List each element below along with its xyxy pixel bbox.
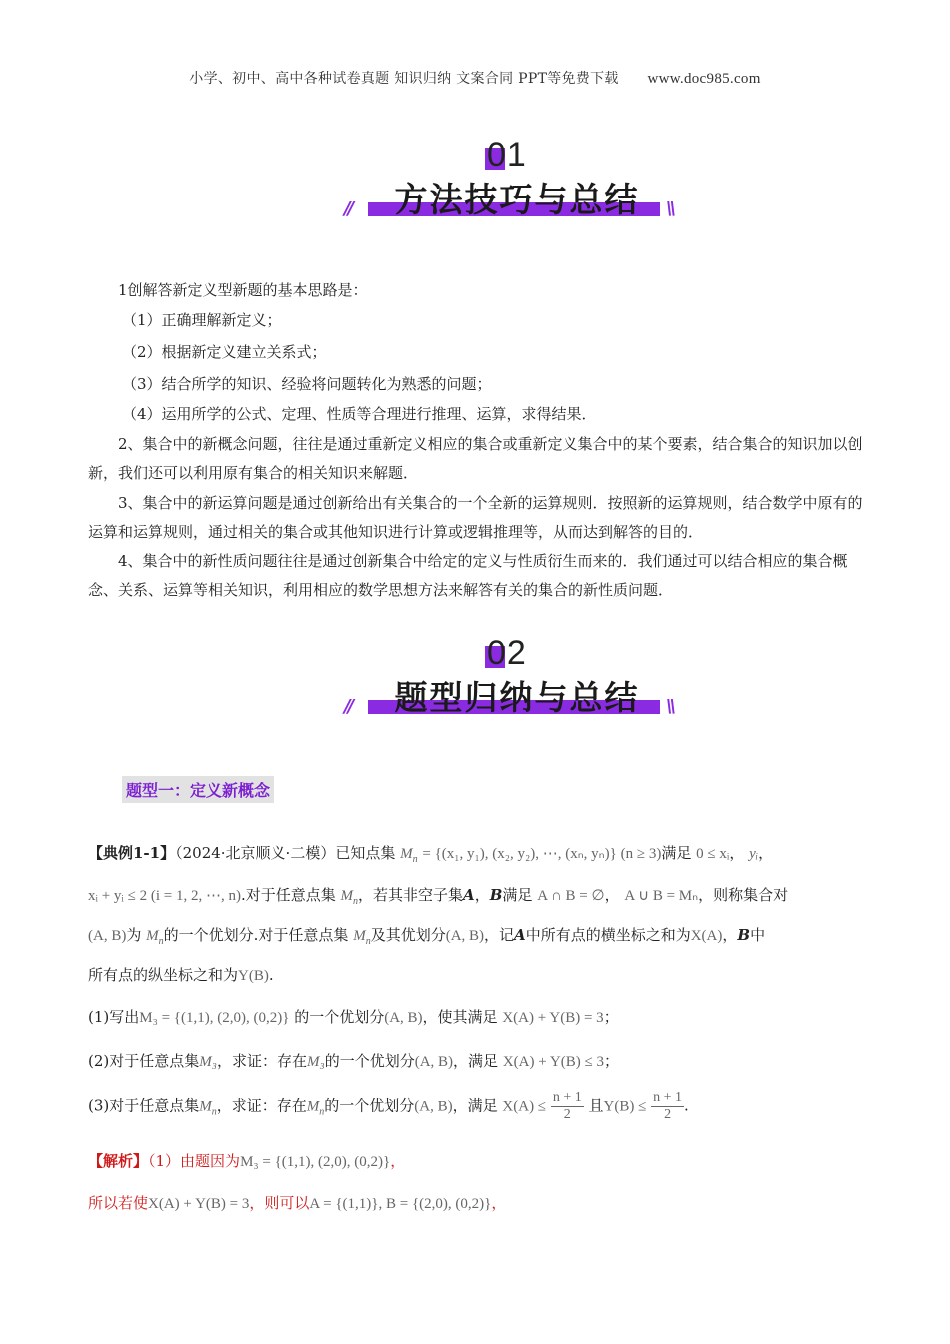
method-item-2: （2）根据新定义建立关系式； — [122, 343, 327, 361]
method-intro: 1创解答新定义型新题的基本思路是： — [118, 281, 368, 299]
text: ，则可以 — [249, 1194, 310, 1212]
math-union: A ∪ B = Mₙ — [624, 888, 699, 904]
text: ， — [390, 1152, 406, 1170]
math-pair: (A, B) — [88, 928, 127, 944]
text: ； — [603, 1052, 619, 1070]
text: ，求证：存在 — [216, 1096, 307, 1115]
math-M3: M₃ — [306, 1054, 325, 1070]
example-line-1 — [88, 842, 773, 865]
text: (1)写出 — [88, 1008, 140, 1026]
text: ， — [491, 1194, 507, 1212]
text: ，使其满足 — [422, 1008, 498, 1026]
slash-decoration-right: \\ — [666, 696, 674, 717]
text: 中所有点的横坐标之和为 — [525, 926, 691, 944]
text: 的一个优划分 — [324, 1052, 415, 1070]
solution-line-1 — [88, 1150, 405, 1171]
math-condition: X(A) + Y(B) ≤ 3 — [502, 1054, 604, 1070]
math-M: M — [353, 928, 366, 944]
text: . — [684, 1096, 689, 1115]
text: ，求证：存在 — [216, 1052, 307, 1070]
math-subscript: n — [353, 896, 359, 907]
text: ，记 — [484, 926, 515, 944]
text: 中 — [750, 926, 766, 944]
math-M: M — [146, 928, 159, 944]
text: ， — [474, 886, 490, 904]
example-tag: 【典例1-1】 — [88, 844, 176, 862]
fraction-denominator: 2 — [664, 1107, 672, 1122]
math-M3: M₃ — [199, 1054, 217, 1070]
math-condition: X(A) + Y(B) = 3 — [148, 1196, 250, 1212]
text: .对于任意点集 — [240, 886, 336, 904]
set-definition: = {(x₁, y₁), (x₂, y₂), ⋯, (xₙ, yₙ)} (n ≥ 3) — [422, 846, 662, 862]
math-subscript: n — [365, 936, 371, 947]
solution-tag: 【解析】 — [88, 1152, 149, 1170]
fraction-denominator: 2 — [563, 1107, 571, 1122]
example-line-4 — [88, 964, 274, 985]
text: 且 — [588, 1096, 604, 1115]
text: ， — [722, 926, 738, 944]
method-item-4: （4）运用所学的公式、定理、性质等合理进行推理、运算，求得结果． — [122, 405, 597, 423]
text: 的一个优划分 — [324, 1096, 415, 1115]
question-1 — [88, 1006, 619, 1027]
text: (3)对于任意点集 — [88, 1096, 200, 1115]
section-banner-1 — [340, 136, 680, 230]
section-banner-2 — [340, 634, 680, 728]
math-pair: (A, B) — [384, 1010, 423, 1026]
section-number: 01 — [487, 136, 527, 174]
math-sets: A = {(1,1)}, B = {(2,0), (0,2)} — [309, 1196, 492, 1212]
text: ， — [758, 844, 774, 862]
math-condition: 0 ≤ xᵢ — [696, 846, 730, 862]
example-source: （2024·北京顺义·二模）已知点集 — [175, 844, 396, 862]
method-item-3: （3）结合所学的知识、经验将问题转化为熟悉的问题； — [122, 375, 492, 393]
fraction-numerator: n + 1 — [653, 1090, 683, 1105]
slash-decoration-right: \\ — [666, 198, 674, 219]
method-paragraph-4: 4、集合中的新性质问题往往是通过创新集合中给定的定义与性质衍生而来的．我们通过可以结合相应的集合概念、关系、运算等相关知识，利用相应的数学思想方法来解答有关的集合的新性质问题． — [88, 552, 848, 599]
math-subscript: n — [158, 936, 164, 947]
fraction — [651, 1090, 684, 1123]
question-2 — [88, 1050, 619, 1071]
page-header — [0, 68, 950, 88]
text: . — [268, 966, 274, 984]
text: 满足 — [502, 886, 533, 904]
method-item-1: （1）正确理解新定义； — [122, 311, 282, 329]
math-A: A — [463, 886, 475, 904]
method-paragraph-3: 3、集合中的新运算问题是通过创新给出有关集合的一个全新的运算规则．按照新的运算规则，结合数学中原有的运算和运算规则，通过相关的集合或其他知识进行计算或逻辑推理等，从而达到解答的目的． — [88, 494, 863, 541]
text: ， — [604, 886, 620, 904]
math-M: M — [340, 888, 354, 904]
solution-line-2 — [88, 1192, 506, 1213]
math-condition: yᵢ — [749, 846, 759, 862]
text: 及其优划分 — [370, 926, 446, 944]
text: ，满足 — [452, 1096, 498, 1115]
text: (2)对于任意点集 — [88, 1052, 200, 1070]
math-subscript: n — [412, 854, 418, 865]
math-set: M₃ = {(1,1), (2,0), (0,2)} — [139, 1010, 290, 1026]
example-line-3 — [88, 924, 765, 947]
text: ，若其非空子集 — [358, 886, 464, 904]
fraction — [551, 1090, 584, 1123]
fraction-numerator: n + 1 — [552, 1090, 582, 1105]
section-title: 方法技巧与总结 — [394, 180, 640, 219]
question-3 — [88, 1090, 689, 1123]
math-XA-bound: X(A) ≤ — [502, 1098, 547, 1115]
text: ，则称集合对 — [698, 886, 789, 904]
text: ； — [603, 1008, 619, 1026]
question-type-heading: 题型一：定义新概念 — [122, 776, 274, 803]
math-condition: xᵢ + yᵢ ≤ 2 (i = 1, 2, ⋯, n) — [88, 888, 241, 904]
text: 的一个优划分 — [294, 1008, 385, 1026]
math-subscript: n — [211, 1106, 217, 1118]
section-number: 02 — [487, 634, 527, 672]
math-pair: (A, B) — [414, 1098, 453, 1115]
section-title: 题型归纳与总结 — [394, 678, 640, 717]
math-pair: (A, B) — [414, 1054, 454, 1070]
text: 满足 — [661, 844, 692, 862]
math-XA: X(A) — [690, 928, 723, 944]
text: ，满足 — [453, 1052, 499, 1070]
math-M: M — [199, 1098, 212, 1115]
text: 为 — [126, 926, 142, 944]
header-url[interactable]: www.doc985.com — [647, 71, 761, 87]
example-line-2 — [88, 884, 788, 907]
text: （1）由题因为 — [148, 1152, 241, 1170]
slash-decoration-left: // — [344, 198, 352, 219]
method-paragraph-2: 2、集合中的新概念问题，往往是通过重新定义相应的集合或重新定义集合中的某个要素，结合集合的知识加以创新，我们还可以利用原有集合的相关知识来解题． — [88, 435, 863, 482]
text: 的一个优划分.对于任意点集 — [163, 926, 349, 944]
math-M: M — [400, 846, 413, 862]
math-set: M₃ = {(1,1), (2,0), (0,2)} — [240, 1154, 391, 1170]
math-B: B — [737, 926, 751, 944]
slash-decoration-left: // — [344, 696, 352, 717]
math-A: A — [514, 926, 526, 944]
header-text: 小学、初中、高中各种试卷真题 知识归纳 文案合同 PPT等免费下载 — [189, 71, 619, 87]
text: 所有点的纵坐标之和为 — [88, 966, 239, 984]
math-intersection: A ∩ B = ∅ — [537, 888, 605, 904]
math-pair: (A, B) — [445, 928, 485, 944]
math-YB: Y(B) — [238, 968, 269, 984]
math-subscript: n — [319, 1106, 325, 1118]
math-YB-bound: Y(B) ≤ — [603, 1098, 647, 1115]
math-B: B — [489, 886, 503, 904]
math-condition: X(A) + Y(B) = 3 — [502, 1010, 604, 1026]
math-M: M — [306, 1098, 320, 1115]
text: 所以若使 — [88, 1194, 149, 1212]
text: ， — [729, 844, 745, 862]
